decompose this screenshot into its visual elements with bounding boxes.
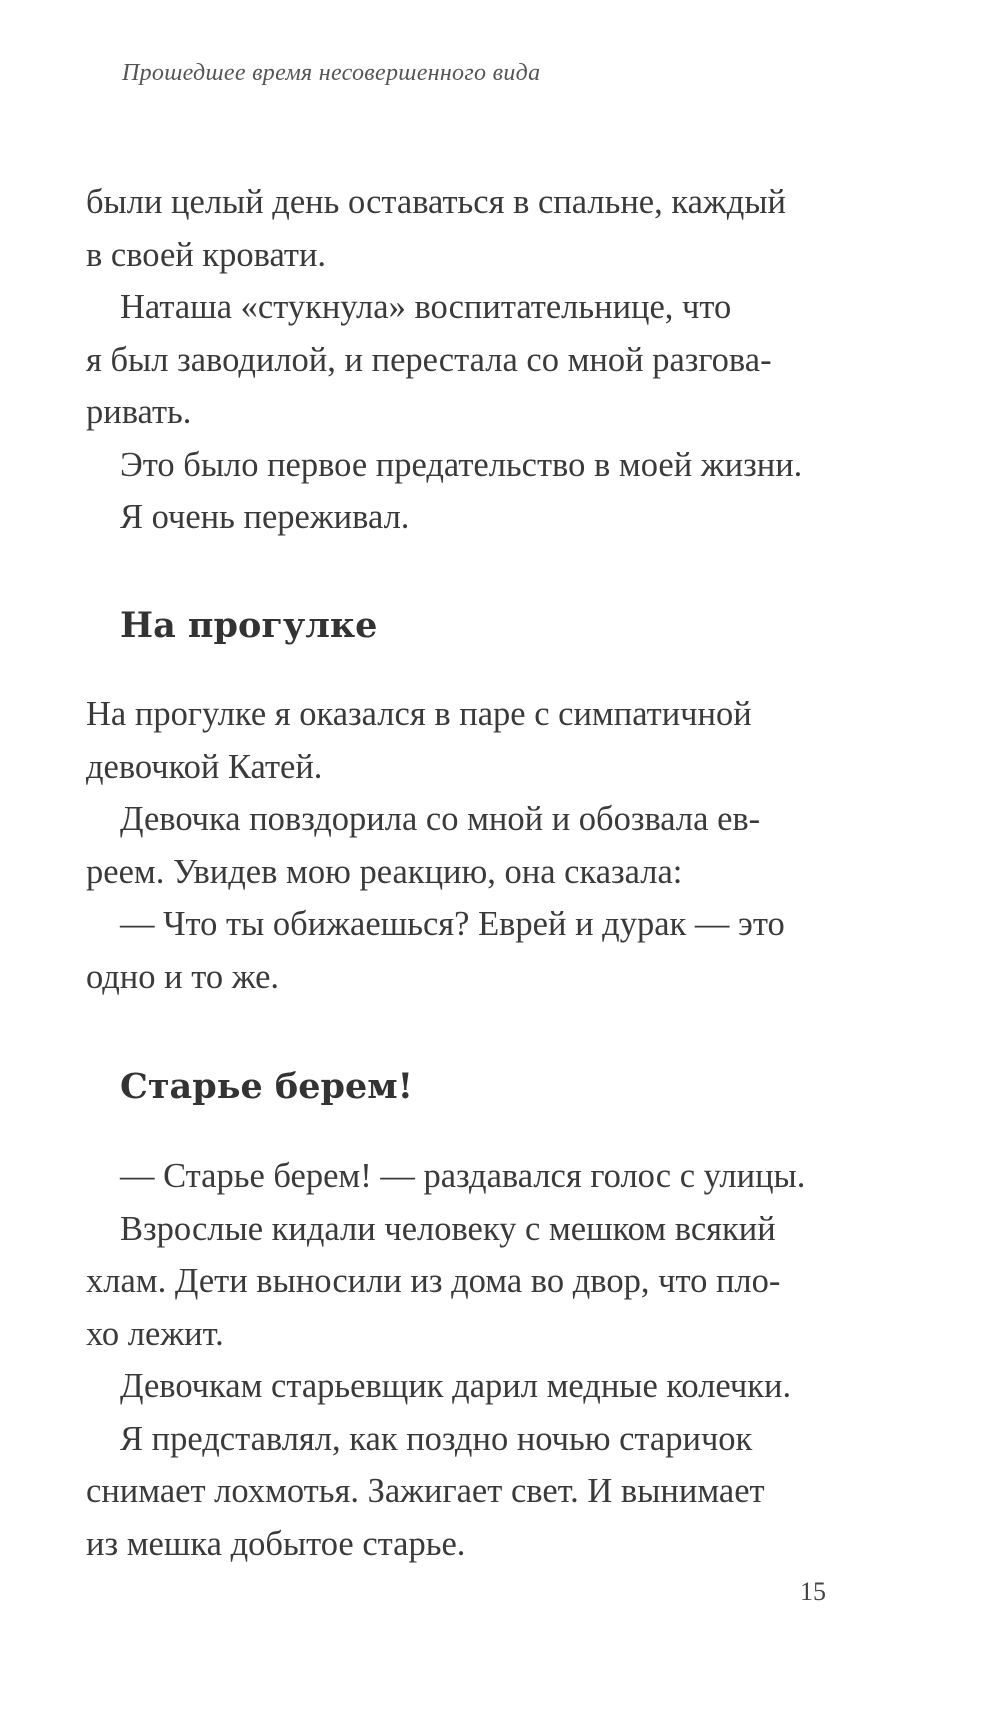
text-line: — Старье берем! — раздавался голос с улицы. [120, 1157, 806, 1195]
paragraph-block-2 [86, 688, 886, 1003]
text-line: Я представлял, как поздно ночью старичок [120, 1419, 753, 1458]
section-heading-progulka: На прогулке [120, 605, 378, 646]
text-line: Это было первое предательство в моей жизни. [120, 445, 803, 484]
text-line: — Что ты обижаешься? Еврей и дурак — это [120, 905, 785, 943]
text-line: Девочка повздорила со мной и обозвала ев- [120, 800, 761, 838]
text-line: Я очень переживал. [120, 498, 410, 536]
section-heading-starye: Старье берем! [120, 1066, 414, 1107]
text-line: я был заводилой, и перестала со мной разгова- [86, 340, 772, 379]
text-line: Взрослые кидали человеку с мешком всякий [120, 1209, 776, 1248]
paragraph-block-1 [86, 176, 886, 544]
text-line: хо лежит. [86, 1314, 224, 1353]
text-line: одно и то же. [86, 957, 280, 996]
text-line: были целый день оставаться в спальне, каждый [86, 183, 786, 221]
text-line: реем. Увидев мою реакцию, она сказала: [86, 852, 683, 891]
text-line: Наташа «стукнула» воспитательнице, что [120, 288, 732, 326]
running-head: Прошедшее время несовершенного вида [122, 60, 541, 86]
page-number: 15 [800, 1577, 826, 1606]
paragraph-block-3 [86, 1150, 886, 1570]
text-line: хлам. Дети выносили из дома во двор, что пло- [86, 1262, 781, 1300]
text-line: снимает лохмотья. Зажигает свет. И вынимает [86, 1472, 765, 1510]
text-line: в своей кровати. [86, 235, 327, 274]
text-line: девочкой Катей. [86, 747, 323, 786]
text-line: из мешка добытое старье. [86, 1524, 466, 1563]
text-line: Девочкам старьевщик дарил медные колечки. [120, 1367, 792, 1405]
text-line: ривать. [86, 393, 192, 431]
text-line: На прогулке я оказался в паре с симпатичной [86, 695, 752, 733]
